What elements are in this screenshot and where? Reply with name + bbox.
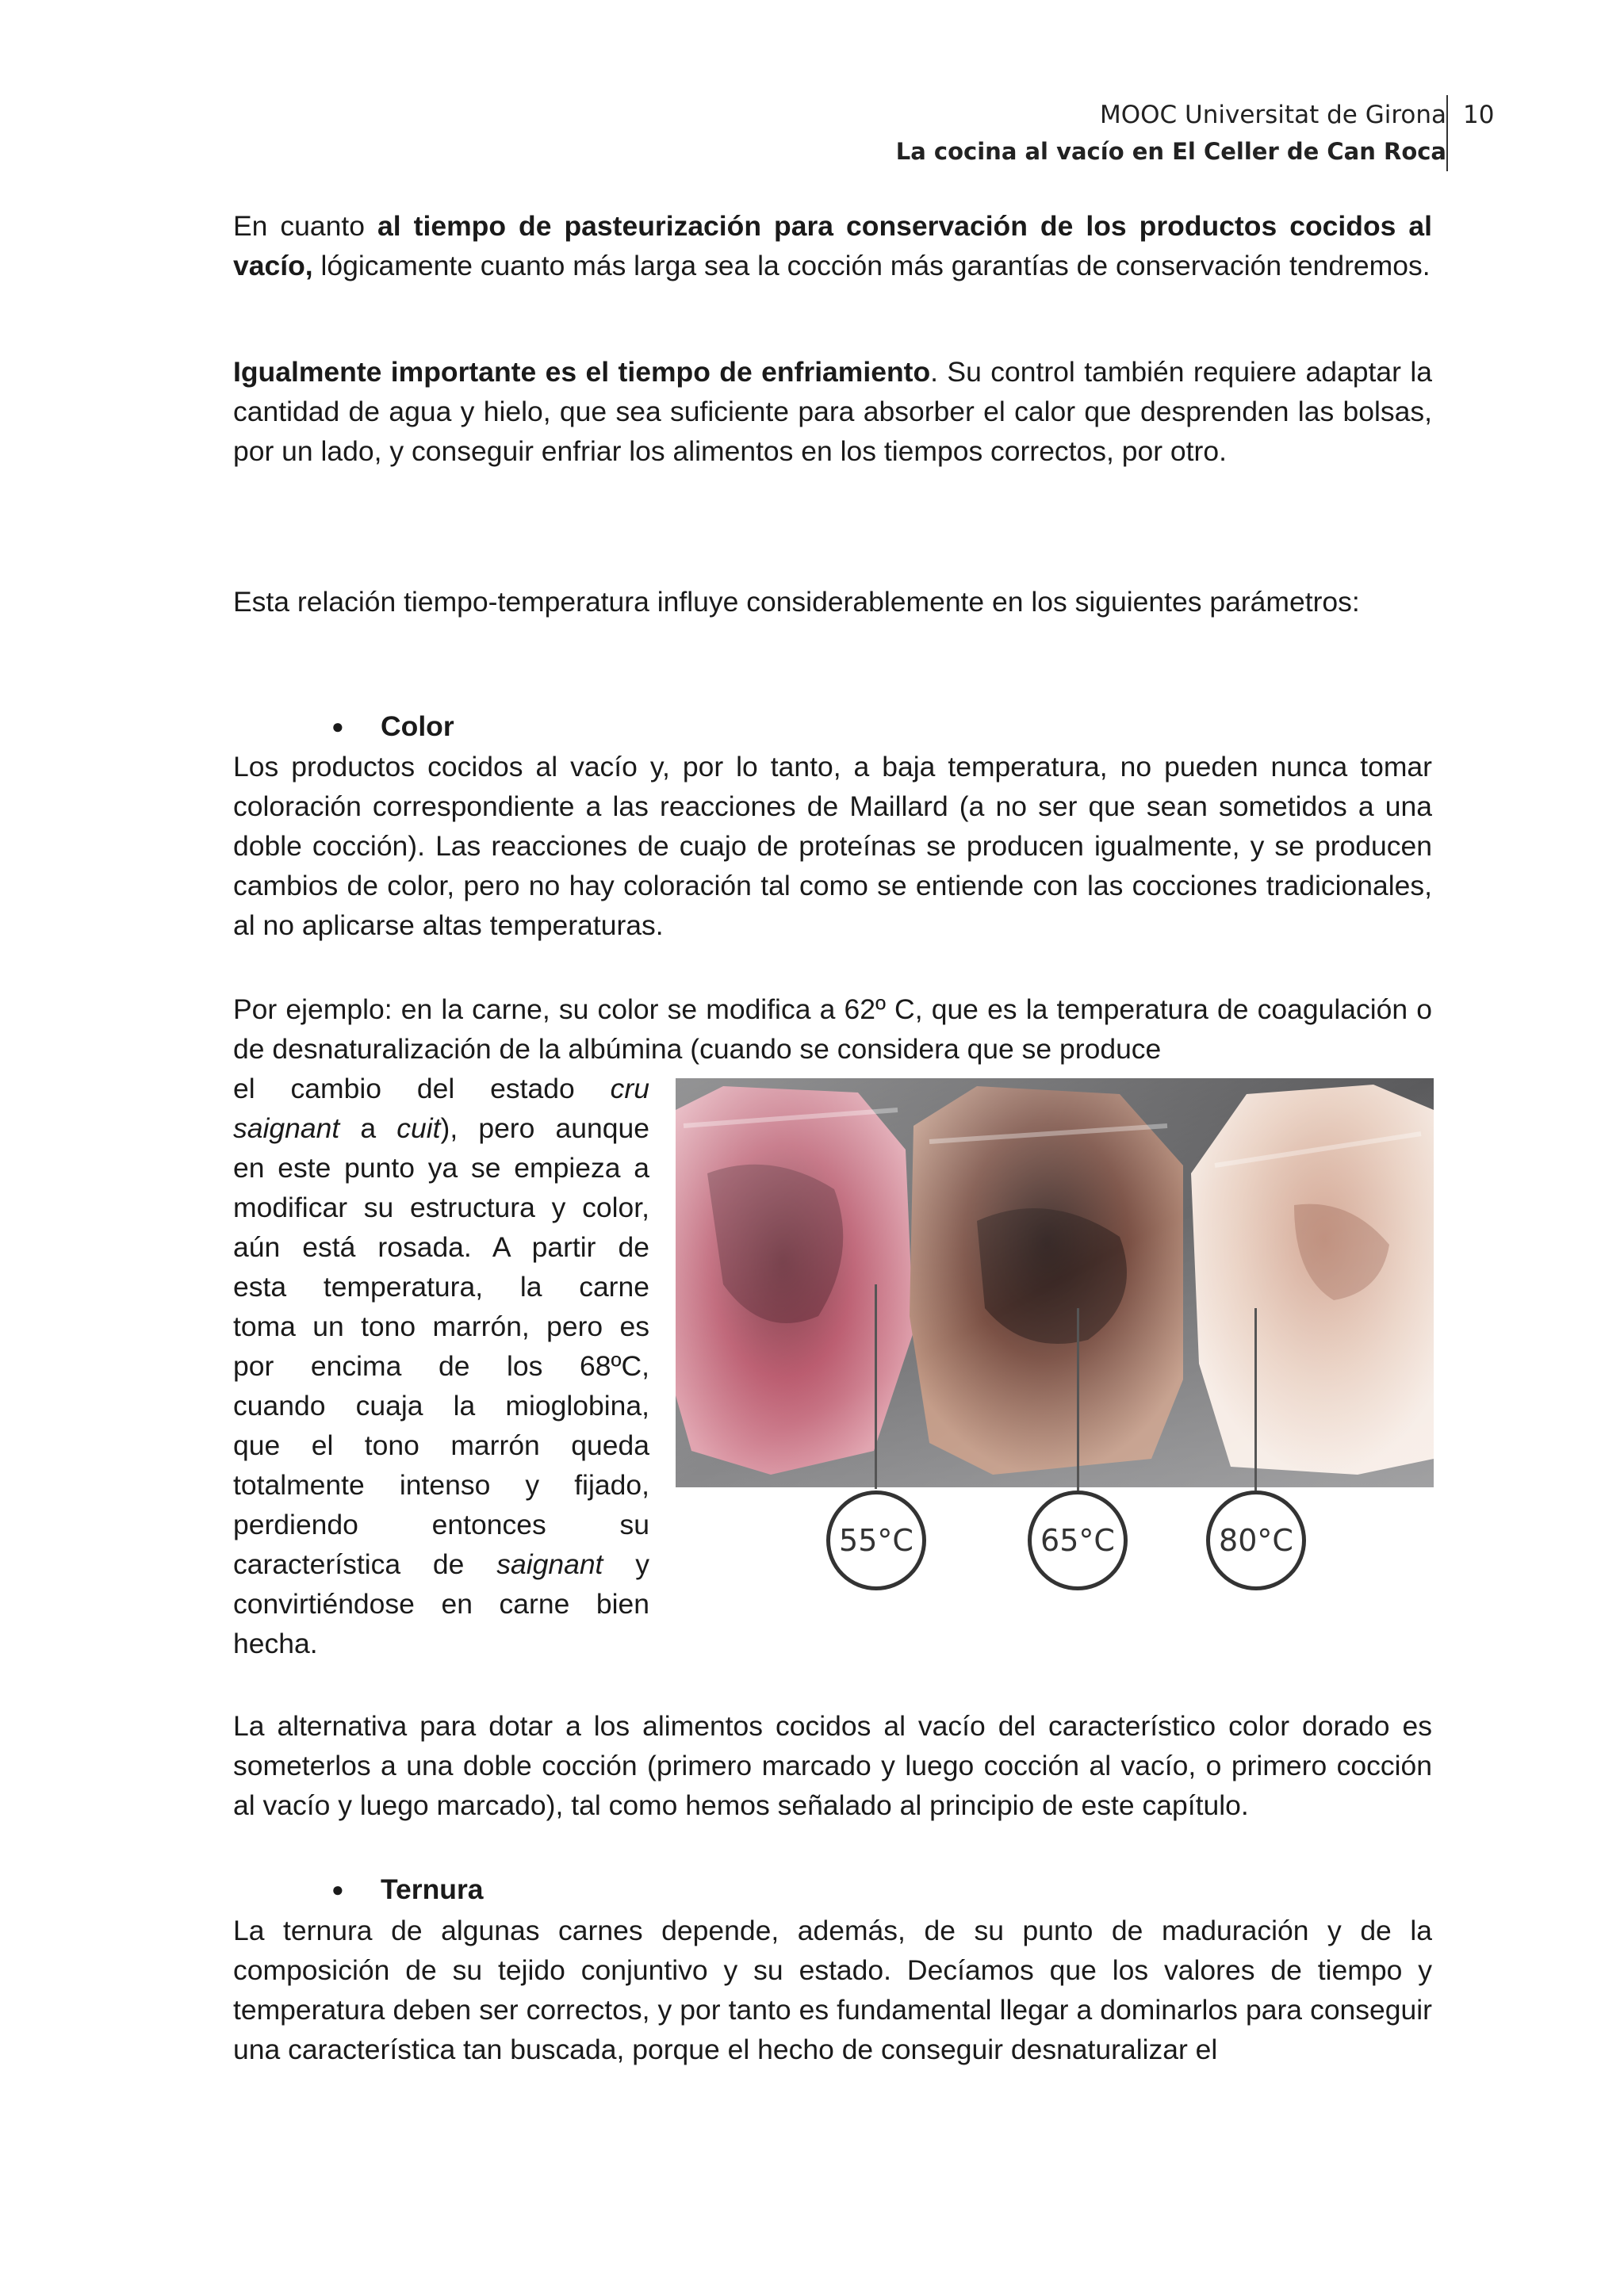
paragraph-example-continued — [233, 1069, 649, 1663]
paragraph-bold: al tiempo de pasteurización para conservación de los productos cocidos al vacío, — [233, 210, 1432, 281]
text-line: hecha. — [233, 1628, 318, 1659]
meat-photo — [676, 1078, 1434, 1487]
text-line: totalmente intenso y fijado, — [233, 1469, 649, 1501]
text-line: convirtiéndose en carne bien — [233, 1588, 649, 1620]
text-line: perdiendo entonces su — [233, 1509, 649, 1540]
meat-photo-illustration — [676, 1078, 1434, 1487]
pointer-line — [1254, 1308, 1257, 1490]
paragraph-bold: Igualmente importante es el tiempo de enfriamiento — [233, 356, 931, 388]
text-span: característica de — [233, 1548, 497, 1580]
bullet-label: Ternura — [381, 1873, 484, 1905]
paragraph-parameters: Esta relación tiempo-temperatura influye considerablemente en los siguientes parámetros: — [233, 586, 1360, 618]
running-header — [896, 97, 1446, 170]
italic-term: cru — [610, 1073, 649, 1104]
paragraph-text: En cuanto — [233, 210, 378, 242]
bullet-heading-color — [331, 706, 454, 746]
header-divider — [1446, 95, 1448, 171]
text-line — [233, 1544, 649, 1584]
text-line: esta temperatura, la carne — [233, 1271, 649, 1303]
text-span: ), pero aunque — [440, 1112, 649, 1144]
temperature-badge: 55°C — [826, 1490, 926, 1590]
paragraph-double-cooking: La alternativa para dotar a los alimentos cocidos al vacío del característico color dorado es someterlos a una doble cocción (primero marcado y luego cocción al vacío, o primero cocción al vacío y luego marcado), tal como hemos señalado al principio de este capítulo. — [233, 1710, 1432, 1821]
temperature-badge: 65°C — [1028, 1490, 1128, 1590]
temperature-badge: 80°C — [1206, 1490, 1306, 1590]
text-span: a — [339, 1112, 397, 1144]
text-line: modificar su estructura y color, — [233, 1192, 649, 1223]
paragraph-color: Los productos cocidos al vacío y, por lo tanto, a baja temperatura, no pueden nunca tomar coloración correspondiente a las reacciones de Maillard (a no ser que sean sometidos a una doble cocción). Las reacciones de cuajo de proteínas se producen igualmente, y se producen cambios de color, pero no hay coloración tal como se entiende con las cocciones tradicionales, al no aplicarse altas temperaturas. — [233, 751, 1432, 941]
text-line: en este punto ya se empieza a — [233, 1152, 649, 1184]
paragraph-tenderness: La ternura de algunas carnes depende, además, de su punto de maduración y de la composición de su tejido conjuntivo y su estado. Decíamos que los valores de tiempo y temperatura deben ser correctos, y por tanto es fundamental llegar a dominarlos para conseguir una característica tan buscada, porque el hecho de conseguir desnaturalizar el — [233, 1915, 1432, 2065]
paragraph-text: lógicamente cuanto más larga sea la cocción más garantías de conservación tendremos. — [312, 250, 1431, 281]
text-span: el cambio del estado — [233, 1073, 611, 1104]
italic-term: cuit — [396, 1112, 441, 1144]
text-line — [233, 1069, 649, 1108]
paragraph-text: . Su control también requiere adaptar la cantidad de agua y hielo, que sea suficiente para absorber el calor que desprenden las bolsas, por un lado, y conseguir enfriar los alimentos en los tiempos correctos, por otro. — [233, 356, 1432, 467]
text-line: aún está rosada. A partir de — [233, 1231, 649, 1263]
paragraph-example: Por ejemplo: en la carne, su color se modifica a 62º C, que es la temperatura de coagulación o de desnaturalización de la albúmina (cuando se considera que se produce — [233, 993, 1432, 1065]
page-number: 10 — [1463, 101, 1495, 129]
pointer-line — [1077, 1308, 1079, 1490]
italic-term: saignant — [233, 1112, 340, 1144]
text-span: y — [603, 1548, 649, 1580]
paragraph-cooling — [233, 352, 1432, 471]
bullet-icon: ● — [331, 714, 344, 738]
header-course: MOOC Universitat de Girona — [1100, 101, 1446, 129]
text-line: por encima de los 68ºC, — [233, 1350, 649, 1382]
pointer-line — [875, 1284, 877, 1489]
paragraph-pasteurization — [233, 206, 1432, 285]
bullet-heading-tenderness — [331, 1869, 484, 1909]
text-line: toma un tono marrón, pero es — [233, 1311, 649, 1342]
bullet-icon: ● — [331, 1877, 344, 1901]
italic-term: saignant — [496, 1548, 603, 1580]
bullet-label: Color — [381, 710, 454, 742]
text-line: que el tono marrón queda — [233, 1429, 649, 1461]
text-line — [233, 1108, 649, 1148]
meat-temperature-figure — [676, 1078, 1434, 1609]
header-title: La cocina al vacío en El Celler de Can Roca — [895, 138, 1446, 165]
text-line: cuando cuaja la mioglobina, — [233, 1390, 649, 1422]
